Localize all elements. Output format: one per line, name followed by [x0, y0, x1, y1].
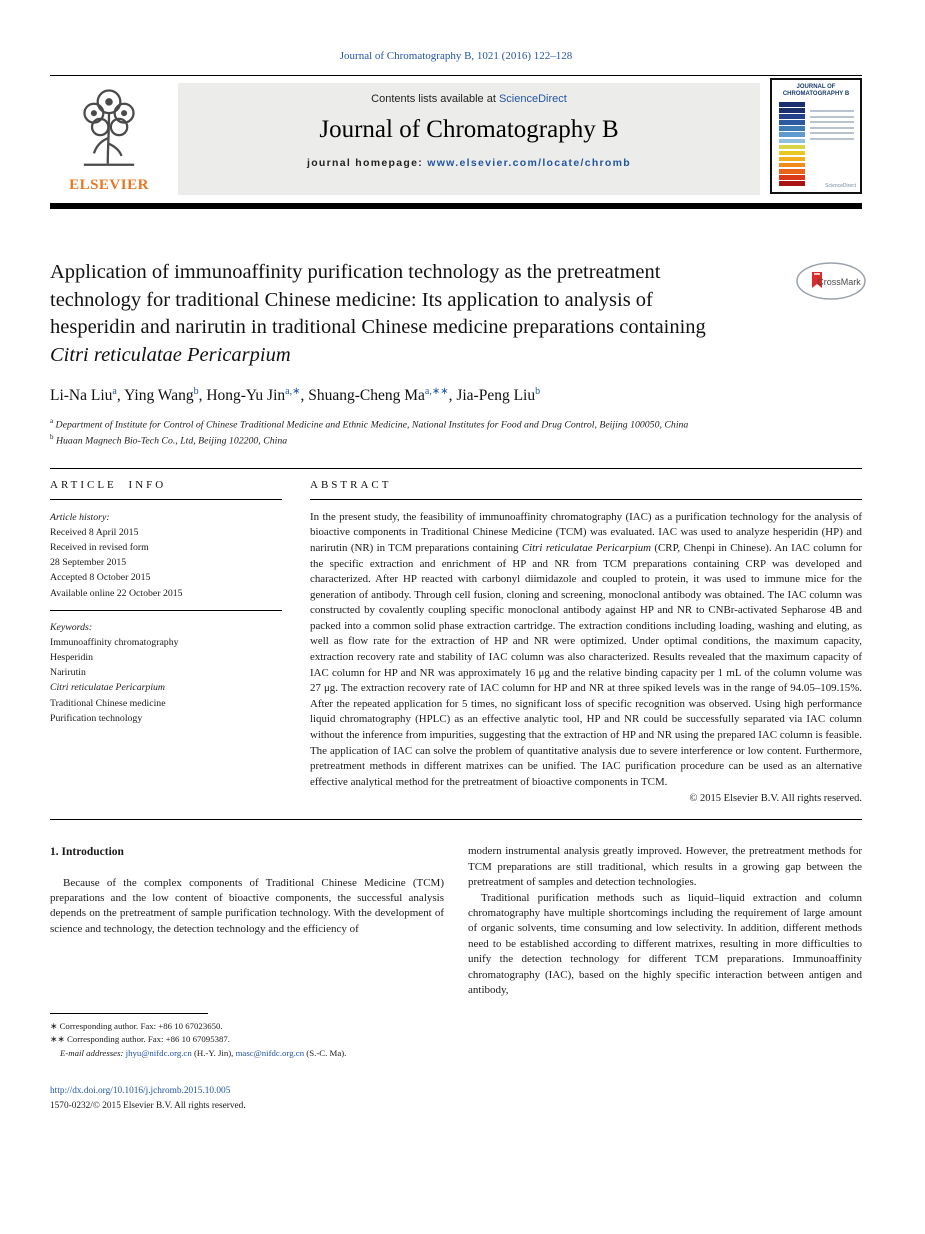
- article-info-column: [50, 469, 282, 805]
- contents-line: [178, 93, 760, 105]
- cover-text-lines: [810, 110, 854, 143]
- keyword: Narirutin: [50, 667, 86, 679]
- author: Jia-Peng Liu$^b$: [456, 385, 541, 404]
- journal-title: Journal of Chromatography B: [319, 116, 619, 143]
- history-line: Received 8 April 2015: [50, 526, 139, 538]
- page-footer: [50, 1084, 862, 1113]
- body-paragraph: modern instrumental analysis greatly improved. However, the pretreatment methods for TCM preparations are still traditional, which results in a growing gap between the pretreatment of samples and detection technologies.: [468, 845, 862, 889]
- body-left-column: [50, 844, 444, 1060]
- issn-copyright-line: 1570-0232/© 2015 Elsevier B.V. All rights reserved.: [50, 1100, 246, 1111]
- keyword: Citri reticulatae Pericarpium: [50, 682, 166, 694]
- footnotes: [50, 1013, 444, 1061]
- journal-header: [50, 75, 862, 209]
- author-affil-sup[interactable]: a,∗: [285, 385, 301, 397]
- history-keywords-rule: [50, 610, 282, 611]
- cover-stripes: [779, 102, 805, 187]
- sciencedirect-link[interactable]: ScienceDirect: [498, 93, 567, 105]
- history-line: Available online 22 October 2015: [50, 587, 183, 599]
- info-abstract-section: [50, 469, 862, 805]
- journal-homepage-link[interactable]: www.elsevier.com/locate/chromb: [427, 157, 631, 169]
- cover-title: JOURNAL OF CHROMATOGRAPHY B: [782, 84, 850, 98]
- keyword: Purification technology: [50, 712, 143, 724]
- abstract-seg2: (CRP, Chenpi in Chinese). An IAC column for the specific extraction and enrichment of HP and NR from TCM preparations containing CRP was developed and characterized. After HP reacted with carbonyl diimidazole and coupled to protein, it was used to immune mice for the generation of antibody. Through cell fusion, cloning and screening, monoclonal antibody was obtained. The IAC column was constructed by covalently coupling specific monoclonal antibody against HP and NR to CNBr-activated Sepharose 4B and packed into a common solid phase extraction cartridge. The extraction conditions including loading, washing and eluting, as well as flow rate for the extraction of HP and NR were optimized. Under optimal conditions, the maximum capacity, extraction recovery rate and stability of IAC column was also characterized. Results revealed that the maximum capacity of IAC column for HP and NR was approximately 16 μg and the relative binding capacity per 1 mL of the column volume was 27 μg. The extraction recovery rate of IAC column for HP and NR at three spiked levels was in the range of 94.05–109.15%. After the repeated application for 5 times, no significant loss of specific recognition was observed. Using high performance liquid chromatography (HPLC) as an effective analytic tool, HP and NR could be successfully separated via IAC column without the inference from impurities, suggesting that the extraction of HP and NR using the prepared IAC column is feasible. The application of IAC can solve the problem of quantitative analysis due to severe interference or low content. Furthermore, pretreatment methods in different matrixes can be unified. The IAC purification procedure can be used as an alternative effective analytical method for the pretreatment of bioactive components in TCM.: [310, 541, 863, 788]
- history-line: Accepted 8 October 2015: [50, 572, 151, 584]
- abstract-text: [310, 500, 862, 791]
- affiliation: $^a$ Department of Institute for Control of Chinese Traditional Medicine and Ethnic Medicine, National Institutes for Food and Drug Control, Beijing 100050, China: [50, 416, 689, 431]
- section-heading-introduction: 1. Introduction: [50, 846, 124, 859]
- journal-cover-thumbnail[interactable]: [770, 78, 862, 194]
- author: Li-Na Liu$^a$,: [50, 385, 125, 404]
- author-affil-sup[interactable]: b: [193, 385, 199, 397]
- abstract-heading: ABSTRACT: [310, 469, 862, 500]
- homepage-line: [178, 157, 760, 169]
- history-label: Article history:: [50, 511, 110, 523]
- article-body: [50, 844, 862, 1060]
- contents-prefix: Contents lists available at: [371, 93, 499, 105]
- body-paragraph: Because of the complex components of Traditional Chinese Medicine (TCM) preparations and the low content of bioactive components, the successful analysis depends on the pretreatment of sample purification technology. With the development of science and technology, the detection technology and the efficiency of: [50, 876, 444, 935]
- footnote-corresponding-1: ∗ Corresponding author. Fax: +86 10 67023650.: [50, 1020, 223, 1031]
- footnote-emails: [50, 1047, 444, 1061]
- author: Shuang-Cheng $Ma^{a,∗∗}$,: [308, 385, 457, 404]
- author: Ying Wang$^b$,: [124, 385, 207, 404]
- article-title: [50, 259, 737, 370]
- keywords-label: Keywords:: [50, 621, 93, 633]
- abstract-italic: Citri reticulatae Pericarpium: [521, 541, 652, 554]
- body-top-rule: [50, 819, 862, 820]
- doi-link[interactable]: http://dx.doi.org/10.1016/j.jchromb.2015.10.005: [50, 1086, 231, 1097]
- journal-citation-link[interactable]: Journal of Chromatography B, 1021 (2016) 122–128: [339, 50, 573, 62]
- affiliation: $^b$ Huaan Magnech Bio-Tech Co., Ltd, Beijing 102200, China: [50, 433, 288, 447]
- homepage-label: journal homepage:: [306, 157, 428, 169]
- keyword: Hesperidin: [50, 652, 93, 664]
- elsevier-wordmark: ELSEVIER: [69, 177, 149, 193]
- crossmark-badge[interactable]: [792, 261, 870, 306]
- keyword: Immunoaffinity chromatography: [50, 636, 179, 648]
- elsevier-logo: [50, 83, 168, 194]
- copyright-line: © 2015 Elsevier B.V. All rights reserved.: [689, 793, 862, 805]
- author-affil-sup[interactable]: b: [535, 385, 541, 397]
- title-block: [50, 259, 862, 370]
- crossmark-label: CrossMark: [817, 277, 861, 287]
- history-line: Received in revised form: [50, 542, 149, 554]
- keyword: Traditional Chinese medicine: [50, 697, 166, 709]
- article-info-heading: ARTICLE INFO: [50, 469, 282, 500]
- email2-suffix: (S.-C. Ma).: [304, 1047, 347, 1058]
- body-paragraph: Traditional purification methods such as liquid–liquid extraction and column chromatography have multiple shortcomings including the requirement of large amount of organic solvents, time consuming and low selectivity. In addition, different methods need to be established according to different matrixes, resulting in more difficulties to unify the detection technology for different TCM preparations. Immunoaffinity chromatography (IAC), based on the highly specific interaction between antigen and antibody,: [468, 891, 862, 996]
- journal-masthead: [178, 83, 760, 195]
- history-line: 28 September 2015: [50, 557, 127, 569]
- author: Hong-Yu Jin$^{a,∗}$,: [206, 385, 309, 404]
- author-list: [50, 386, 862, 405]
- email-link-jin[interactable]: jhyu@nifdc.org.cn: [125, 1047, 192, 1058]
- abstract-seg1: In the present study, the feasibility of immunoaffinity chromatography (IAC) as a purification technology for the analysis of bioactive components in Traditional Chinese Medicine (TCM) was evaluated. IAC was used to analyze hesperidin (HP) and narirutin (NR) in TCM preparations containing: [310, 510, 862, 554]
- elsevier-tree-icon: [70, 83, 148, 176]
- email1-suffix: (H.-Y. Jin),: [191, 1047, 236, 1058]
- abstract-column: [310, 469, 862, 805]
- author-affil-sup[interactable]: a: [112, 385, 117, 397]
- article-title-italic: Citri reticulatae Pericarpium: [50, 344, 291, 367]
- author-affil-sup[interactable]: a,∗∗: [424, 385, 449, 397]
- cover-brand-mark: ScienceDirect: [825, 183, 856, 189]
- article-title-text: Application of immunoaffinity purification technology as the pretreatment technology for traditional Chinese medicine: Its application to analysis of hesperidin and narirutin in traditional Chinese medicine preparations containing: [50, 261, 706, 339]
- body-right-column: [468, 844, 862, 1060]
- affiliations: [50, 416, 862, 449]
- header-thick-rule: [50, 203, 862, 209]
- email-label: E-mail addresses:: [60, 1047, 126, 1058]
- footnote-rule: [50, 1013, 208, 1014]
- email-link-ma[interactable]: masc@nifdc.org.cn: [235, 1047, 305, 1058]
- footnote-corresponding-2: ∗∗ Corresponding author. Fax: +86 10 67095387.: [50, 1034, 230, 1045]
